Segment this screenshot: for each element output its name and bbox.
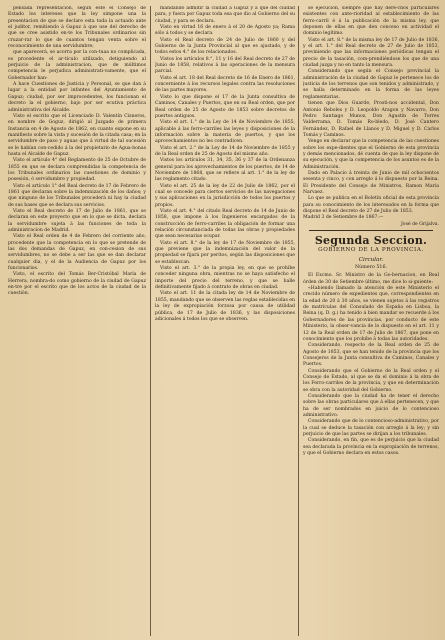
circular-heading: Circular. — [358, 256, 384, 263]
paragraph: Visto el art. 8.° de la misma ley de 17 de Julio de 1836, y el art. 1.° del Real decreto de 27 de Julio de 1853, previniendo que las informaciones periódicas tengan el precio de la tasación, com-prendiéndose los que de una ciudad juzga y no en tanto la mensura. — [303, 37, 439, 69]
paragraph: Visto el Real decreto de 17 de Julio de 1861, que se declaran en este proyecto que en lo que se dicta, declara la servidumbre sujeta á las funciones de toda la administracion de Madrid. — [8, 209, 146, 234]
paragraph: Visto el art. 11 de la citada ley de 14 de Noviembre de 1855, mandando que se observen las reglas establecidas en la ley de expropiación forzosa por causa de utilidad pública, de 17 de Julio de 1836, y las disposiciones adicionales á todos los que se observen. — [155, 291, 295, 322]
text-column-right — [303, 6, 439, 636]
paragraph: Vistos los artículos 8.°, 11 y 16 del Real decreto de 27 de Junio de 1858, relativos á las operaciones de la mensura parcial. — [155, 56, 295, 75]
column-rule — [150, 6, 151, 636]
paragraph: Vistos los artículos 31, 34, 35, 36 y 37 de la Ordenanza general para los aprovechamientos de los puertos, de 14 de Noviembre de 1868, que se refiere al art. 1.° de la ley de las reglamento citado. — [155, 158, 295, 183]
paragraph: mandando admitir la ciudad á Gapuz y á que del ciudad para, y fuera por Gapuz toda esa que dio al Gobierno del su ciudad, y para se declara. — [155, 6, 295, 24]
section-title: Segunda Seccion. — [314, 234, 428, 248]
paragraph: Considerando que según el Consejo provincial la administración de la ciudad de Gapuz le pertenece los de justicia de los terrenos que son tenidos y administrado, y se halla determinado en la forma de las leyes reglamentarias. — [303, 69, 439, 100]
paragraph: Visto el escrito que el Licenciado D. Valentín Cisneros, en nombre de Goguz, dirigió al Juzgado de primera Instancia en 4 de Agosto de 1862, en cuanto expone en su manifiesto sobre la vista y sucesión de la citada casa; en la servidumbre de paso y aguas que á virtud de tal sucesión se le habían con-cedido á la del propietario de Agua-bonas hasta el Alcalde de Gapuz. — [8, 113, 146, 157]
paragraph: Visto el art. 1.° de la Ley de 14 de Noviembre de 1855, aplicable á las ferro-carriles las leyes y disposiciones de la información sobre la materia de puertos, y que los aprovechamientos no les contradicen. — [155, 120, 295, 145]
text-column-left — [8, 6, 146, 636]
circular-number: Número 516. — [354, 265, 388, 271]
paragraph: Visto el art. 25 de la ley de 22 de Julio de 1862, por el cual se concede para ciertos servicios de las navegaciones y sus aplicaciones en la jurisdicción de todos los puertos y propios. — [155, 183, 295, 208]
paragraph: Visto el artículo 1° del Real decreto de 17 de Febrero de 1861 que declaran sobre la indemnización de los daños; y que ninguno de los Tribunales procederá ni hay la ciudad de sus bases que se declara sus servicios. — [8, 183, 146, 208]
paragraph: Dado en Palacio á treinta de Junio de mil ochocientos sesenta y cinco, y con arreglo á lo dispuesto por la Reina. El Presidente del Consejo de Ministros, Ramon María Narvaez. — [303, 170, 439, 195]
paragraph: Considerando, en fin, que es de perjuicio que la ciudad sea declarada la provincia en la expropiación de terrenos, y que el Gobierno declara en estos casos. — [303, 438, 439, 457]
paragraph: Considerando que el Gobierno de la Real orden y el Consejo de Estado, al que se da el dominio á la obra de los Ferro-carriles de la provincia, y que en determinación se obra con la autoridad del Gobierno. — [303, 368, 439, 393]
text-column-middle — [155, 6, 295, 636]
paragraph: se ejecución, siempre que hay dere-chos particulares existentes con ante-rioridad al establecimiento de las ferro-carril é á la publicación de la misma ley, que deponen de ellas en que den conceso en actividad el dominio legítimo. — [303, 6, 439, 37]
paragraph: Visto el artículo 4° del Reglamento de 25 de Octubre de 1855 en que se declara comprendidas la competencia de los Tribunales ordinarios las cuestiones de dominio y posesión, ó servidumbre y propiedad. — [8, 158, 146, 183]
government-heading: GOBIERNO DE LA PROVINCIA. — [318, 247, 424, 254]
paragraph: Visto en virtud 16 de enero á el 20 de Agosto ya; Rama sólo á todos y se declara. — [155, 25, 295, 37]
paragraph: pensada representacion, segun este el Consejo de Estado los intereses que la ley simpone una la presentacion de que se declare esta toda la actuado ante el juditor, remitiendo á Gapuz á que use del derecho de que se cree asistido en-te los Tribunales ordinarios sin cruzar-rar lo que de cuantos tengan venta sobre el reconocimiento de una servidumbre; — [8, 6, 146, 50]
paragraph: Visto el Real decreto de 24 de Julio de 1860 y del Gobierno de la Junta Provincial al que es ajustado, y de todos estos 4.° de los relacionados. — [155, 37, 295, 56]
paragraph: Considerando que de lo contencioso-administrativo, por la cual se deduce la tasación con arreglo á la ley; y sin perjuicio de que las partes se dirijan a los tribunales. — [303, 419, 439, 437]
paragraph: «Habiendo llamado la atención de este Ministerio el crecido número de expedientes que, correspondientes en la edad de 20 á 30 años, se vienen sujetos á las registros de matrículas del Consulado de España en Lisboa, la Reina (q. D. g.) ha tenido á bien mandar se recuerde á los Gobernadores de las provincias, por conducto de este Ministerio, la obser-vancia de lo dispuesto en el art. 11 y 12 de la Real orden de 17 de Julio de 1867, que pone en conocimiento que los prohibe á todas las autoridades. — [303, 286, 439, 342]
section-divider — [309, 230, 433, 231]
paragraph: tienen que Dios Guarde, Prosti-nos accidental, Don Antonio Reboles y D. Leopoldo Aragon y Navarro, Don Pedro Santiago Munoz, Don Agustín de Torres Valderrama, D. Tomás Ro-bledo, D. José Cantero Fernández, D. Rafael de Llanos y D. Miguel y D. Carlos Tomás y Caminos. — [303, 101, 439, 138]
signature: José de Grijalva. — [400, 221, 439, 227]
column-rule — [298, 6, 299, 636]
publication-note: Lo que se publica en el Boletín oficial de esta provincia para su conocimiento de los interesados en la forma que dispone el Real decreto de 27 de Julio de 1853. — [303, 196, 439, 214]
paragraph: Considerando que la ciudad ha de tener el derecho sobre las obras particulares que á ellas pertenecen, y que ha de ser nombrados en juicio de lo contencioso administrativo. — [303, 393, 439, 418]
paragraph: Visto el art. 2.° de la Ley de 14 de Noviembre de 1855 y de la Real orden de 25 de Agosto del mismo año. — [155, 145, 295, 157]
paragraph: Visto lo que dispone el 17 de la Junta consultiva de Caminos, Canales y Puertos, que en su Real orden, que por Real orden de 25 de Agosto de 1853 sobre decretos de puertos antiguos. — [155, 94, 295, 119]
paragraph: Visto el Real orden de 4 de Febrero del corriente año, procedente que la competencia en lo que se pretende de las dos demandas de Gapuz, en con-cesion de sus servidumbres, no se debe a ser las que se dan declarar cualquier dia, y el de la Audiencia de Gapuz por los funcionarios. — [8, 234, 146, 272]
paragraph: Vengo en declarar que la competencia de las cuestiones sobre los expe-dientes que el Gobierno de esta provincia y demás mencionados, dé cuenta de que la ley dispone de su ejecución, y que la competencia de los asuntos es de la Administración. — [303, 139, 439, 170]
paragraph: Visto, el escrito del Tomás Ber-Cristóbal María de Herrera, nombra-do como gobierno de la ciudad de Gapuz en-tre por el escrito que de los actos de la ciudad de la cuestión. — [8, 272, 146, 297]
paragraph: Visto el art. 3.° de la propia ley, en que se prohíbe conceder ninguna obra, mientras no se haya satisfecho el importe del precio del terreno, y que se halle definitivamente fijado á contrato de obras en ciudad. — [155, 266, 295, 291]
paragraph: Visto el art. 18 del Real decreto de 16 de Enero de 1861, concerniente á los recursos legales contra las resoluciones de las partes mayores. — [155, 75, 295, 94]
paragraph: A hace Cuestiones de Justicia y Personal, se que dan á lugar a la entidad por infantes del Ayuntamiento de Gapuz; ciudad, por ser improcedentes, los funcionan el decreto la el gobierno, bajo por ser ecutiva práctica administrativa del Alcalde. — [8, 82, 146, 113]
paragraph: Visto el art. 4.° del citado Real decreto de 14 de Junio de 1858, que impone á los Ingenieros encargados de la construcción de ferro-carriles la obligación de formar una relación circunstanciada de todas las obras y propiedades que sean necesarias ocupar. — [155, 209, 295, 240]
paragraph: El Excmo. Sr. Ministro de la Go-bernacion, en Real órden de 30 de Setiembre último, me dice lo si-guiente: — [303, 273, 439, 285]
dateline: Madrid 3 de Setiembre de 1867.— — [303, 215, 384, 221]
paragraph: que aparecerá, se acorra por la con-tuaa no complicada, es procedente el ar-tículo utilizado, detiguiendo al perjuicio de la administracion, que de múltimos competencia le perjudica administrati-vamente, que el Gobernador han- — [8, 50, 146, 81]
paragraph: Considerando, respecto de la Real orden de 25 de Agosto de 1853, que se han tenido de la provincia que los Consejeros de la Junta consultiva de Caminos, Canales y Puertos. — [303, 343, 439, 368]
paragraph: Visto el art. 8.° de la ley de 17 de Noviembre de 1855, que previene que la indemnización del valor de la propiedad se fijará por peritos, según las disposiciones que se establezcan. — [155, 240, 295, 265]
